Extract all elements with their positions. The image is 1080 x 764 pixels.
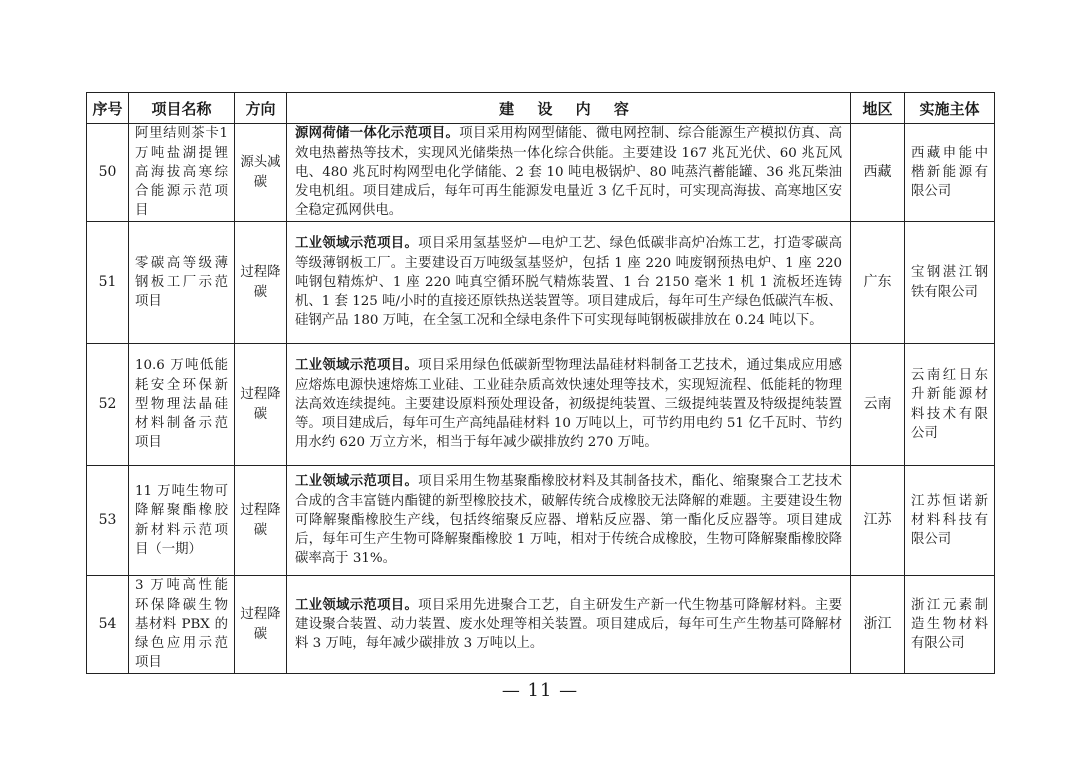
- row-entity: 西藏申能中楷新能源有限公司: [905, 124, 995, 222]
- row-content-text: 项目采用生物基聚酯橡胶材料及其制备技术，酯化、缩聚聚合工艺技术合成的含丰富链内酯键的新型橡胶技术，破解传统合成橡胶无法降解的难题。主要建设生物可降解聚酯橡胶生产线，包括终缩聚反应器、增粘反应器、第一酯化反应器等。项目建成后，每年可生产生物可降解聚酯橡胶 1 万吨，相对于传统合成橡胶，生物可降解聚酯橡胶降碳率高于 31%。: [295, 474, 842, 567]
- page-number: — 11 —: [501, 680, 579, 701]
- table-row: [87, 576, 995, 674]
- header-seq: 序号: [87, 93, 129, 124]
- row-content: [287, 222, 851, 344]
- row-content: [287, 124, 851, 222]
- row-seq: 54: [87, 576, 129, 674]
- header-entity: 实施主体: [905, 93, 995, 124]
- document-page: [86, 92, 994, 674]
- row-content-kind: 工业领域示范项目。: [295, 474, 419, 490]
- row-direction: 源头减碳: [235, 124, 287, 222]
- header-content: 建 设 内 容: [287, 93, 851, 124]
- row-region: 浙江: [851, 576, 905, 674]
- row-direction: 过程降碳: [235, 222, 287, 344]
- row-content-text: 项目采用氢基竖炉—电炉工艺、绿色低碳非高炉冶炼工艺，打造零碳高等级薄钢板工厂。主要建设百万吨级氢基竖炉，包括 1 座 220 吨废钢预热电炉、1 座 220 吨钢包精炼炉、1 座 220 吨真空循环脱气精炼装置、1 台 2150 毫米 1 机 1 流板坯连铸机、1 套 125 吨/小时的直接还原铁热送装置等。项目建成后，每年可生产绿色低碳汽车板、硅钢产品 180 万吨，在全氢工况和全绿电条件下可实现每吨钢板碳排放在 0.24 吨以下。: [295, 236, 842, 329]
- row-direction: 过程降碳: [235, 576, 287, 674]
- row-direction: 过程降碳: [235, 466, 287, 576]
- row-seq: 52: [87, 344, 129, 466]
- row-content-text: 项目采用先进聚合工艺，自主研发生产新一代生物基可降解材料。主要建设聚合装置、动力装置、废水处理等相关装置。项目建成后，每年可生产生物基可降解材料 3 万吨，每年减少碳排放 3 万吨以上。: [295, 597, 842, 652]
- row-project-name: 零碳高等级薄钢板工厂示范项目: [129, 222, 235, 344]
- header-direction: 方向: [235, 93, 287, 124]
- row-content-kind: 工业领域示范项目。: [295, 597, 419, 613]
- row-region: 西藏: [851, 124, 905, 222]
- row-content: [287, 466, 851, 576]
- row-entity: 宝钢湛江钢铁有限公司: [905, 222, 995, 344]
- row-region: 广东: [851, 222, 905, 344]
- row-content-kind: 源网荷储一体化示范项目。: [295, 126, 460, 142]
- row-content-kind: 工业领域示范项目。: [295, 358, 419, 374]
- row-seq: 51: [87, 222, 129, 344]
- row-region: 云南: [851, 344, 905, 466]
- row-content: [287, 576, 851, 674]
- table-header-row: [87, 93, 995, 124]
- project-table: [86, 92, 995, 674]
- table-row: [87, 466, 995, 576]
- row-content-text: 项目采用构网型储能、微电网控制、综合能源生产模拟仿真、高效电热蓄热等技术，实现风光储柴热一体化综合供能。主要建设 167 兆瓦光伏、60 兆瓦风电、480 兆瓦时构网型电化学储能、2 套 10 吨电极锅炉、80 吨蒸汽蓄能罐、36 兆瓦柴油发电机组。项目建成后，每年可再生能源发电量近 3 亿千瓦时，可实现高海拔、高寒地区安全稳定孤网供电。: [295, 126, 842, 219]
- header-region: 地区: [851, 93, 905, 124]
- row-entity: 云南红日东升新能源材料技术有限公司: [905, 344, 995, 466]
- row-project-name: 3 万吨高性能环保降碳生物基材料 PBX 的绿色应用示范项目: [129, 576, 235, 674]
- row-seq: 53: [87, 466, 129, 576]
- row-project-name: 阿里结则茶卡1万吨盐湖提锂高海拔高寒综合能源示范项目: [129, 124, 235, 222]
- row-content: [287, 344, 851, 466]
- row-content-kind: 工业领域示范项目。: [295, 236, 419, 252]
- row-entity: 江苏恒诺新材料科技有限公司: [905, 466, 995, 576]
- row-direction: 过程降碳: [235, 344, 287, 466]
- row-project-name: 10.6 万吨低能耗安全环保新型物理法晶硅材料制备示范项目: [129, 344, 235, 466]
- table-row: [87, 124, 995, 222]
- row-project-name: 11 万吨生物可降解聚酯橡胶新材料示范项目（一期）: [129, 466, 235, 576]
- table-row: [87, 222, 995, 344]
- row-content-text: 项目采用绿色低碳新型物理法晶硅材料制备工艺技术，通过集成应用感应熔炼电源快速熔炼工业硅、工业硅杂质高效快速处理等技术，实现短流程、低能耗的物理法高效连续提纯。主要建设原料预处理设备，初级提纯装置、三级提纯装置及特级提纯装置等。项目建成后，每年可生产高纯晶硅材料 10 万吨以上，可节约用电约 51 亿千瓦时、节约用水约 620 万立方米，相当于每年减少碳排放约 270 万吨。: [295, 358, 842, 451]
- table-row: [87, 344, 995, 466]
- header-name: 项目名称: [129, 93, 235, 124]
- row-region: 江苏: [851, 466, 905, 576]
- row-seq: 50: [87, 124, 129, 222]
- row-entity: 浙江元素制造生物材料有限公司: [905, 576, 995, 674]
